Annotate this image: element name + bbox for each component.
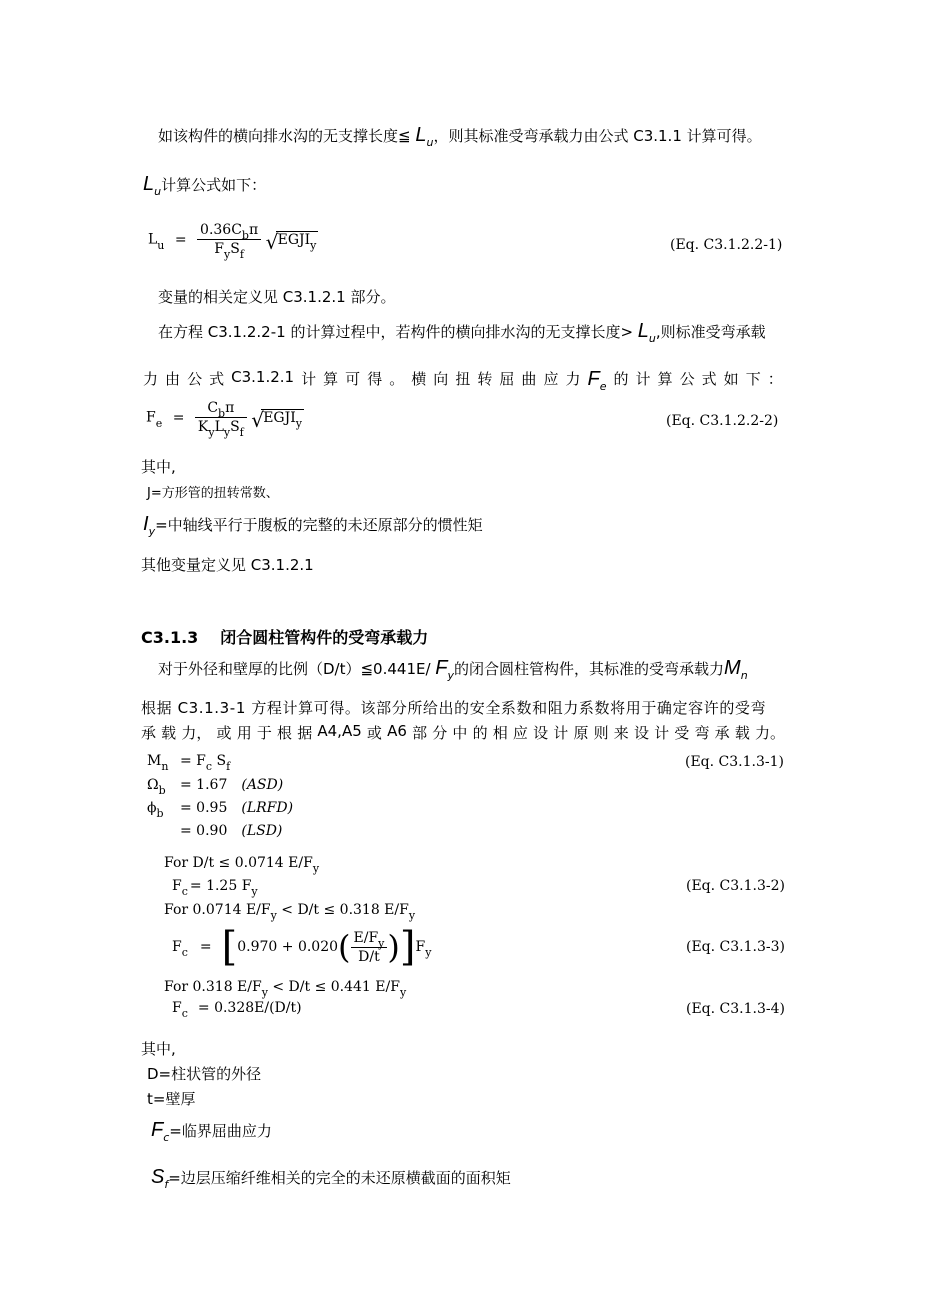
fc2-a: 0.970 + 0.020 xyxy=(237,939,339,955)
eq2-num-tail: π xyxy=(225,400,235,416)
p5-char: 算 xyxy=(657,370,673,388)
phi2-note: (LSD) xyxy=(241,823,283,839)
def-sf xyxy=(151,1166,511,1189)
mn-rhs-sub1: c xyxy=(205,760,213,773)
omega-note: (ASD) xyxy=(241,777,284,793)
p5-char: 向 xyxy=(433,370,449,388)
p5-char: 应 xyxy=(543,370,559,388)
eq-c3131-label: (Eq. C3.1.3-1) xyxy=(685,754,784,770)
p5-char: 计 xyxy=(635,370,651,388)
p8-char: 部 xyxy=(412,724,428,742)
phi-lhs-sub: b xyxy=(156,807,164,820)
right-bracket: ] xyxy=(399,924,416,970)
p5-char: 公 xyxy=(187,370,203,388)
p5-char: 如 xyxy=(723,370,739,388)
var-lu-sub: u xyxy=(648,332,656,345)
p5-char: ： xyxy=(767,370,783,388)
var-iy: I xyxy=(143,513,149,535)
right-paren: ) xyxy=(387,928,400,966)
mn-lhs: M xyxy=(147,753,162,769)
var-lu: L xyxy=(143,173,155,195)
var-fy: F xyxy=(435,657,448,679)
var-fc: F xyxy=(151,1119,164,1141)
p6-text-b: 的闭合圆柱管构件，其标准的受弯承载力 xyxy=(454,660,725,678)
p8-char: 计 xyxy=(654,724,670,742)
paragraph-6 xyxy=(158,657,748,680)
eq2-lhs: F xyxy=(146,409,156,426)
eq-phi xyxy=(147,800,294,820)
var-lu-sub: u xyxy=(426,136,434,149)
paragraph-5 xyxy=(143,368,783,391)
phi2-rhs: = 0.90 xyxy=(180,823,228,839)
cond1-text: For D/t ≤ 0.0714 E/F xyxy=(164,855,313,871)
eq1-den-sub2: f xyxy=(239,248,244,261)
eq1-lhs-sub: u xyxy=(157,238,165,252)
eq1-den-sub1: y xyxy=(224,248,231,261)
fc3-rhs: = 0.328E/(D/t) xyxy=(197,1000,302,1016)
fc2-num: E/F xyxy=(353,929,379,946)
p8-char: 受 xyxy=(674,724,690,742)
p5-char: 可 xyxy=(345,370,361,388)
eq2-fraction xyxy=(195,400,247,439)
fc3-lhs: F xyxy=(172,1000,182,1016)
eq2-den-sub3: f xyxy=(239,426,244,439)
eq-fc3 xyxy=(172,1000,302,1020)
p1-text-a: 如该构件的横向排水沟的无支撑长度≦ xyxy=(158,127,416,145)
eq2-num-sub: b xyxy=(218,407,226,420)
cond-2 xyxy=(164,902,416,922)
eq-fc1 xyxy=(172,878,258,898)
p8-char: 中 xyxy=(452,724,468,742)
p8-char: 来 xyxy=(613,724,629,742)
var-fe-sub: e xyxy=(599,380,607,393)
eq2-root-sub: y xyxy=(295,416,302,430)
eq1-den: F xyxy=(214,241,225,257)
paragraph-4 xyxy=(158,320,766,343)
var-fe xyxy=(588,368,607,391)
def-t: t=壁厚 xyxy=(147,1090,196,1108)
mn-lhs-sub: n xyxy=(161,760,169,773)
eq2-den-sub2: y xyxy=(223,426,231,439)
p8-char: 相 xyxy=(492,724,508,742)
p8-char: 用 xyxy=(236,724,252,742)
p5-char: 的 xyxy=(613,370,629,388)
eq1-root-sub: y xyxy=(310,238,317,252)
p8-char: 力。 xyxy=(754,724,785,742)
eq-omega xyxy=(147,777,284,797)
fc1-lhs-sub: c xyxy=(181,885,188,898)
def-fc-text: =临界屈曲应力 xyxy=(169,1122,272,1140)
def-sf-text: =边层压缩纤维相关的完全的未还原横截面的面积矩 xyxy=(168,1169,511,1187)
fc2-den: D/t xyxy=(358,948,380,965)
p5-char: 得 xyxy=(367,370,383,388)
left-bracket: [ xyxy=(221,924,238,970)
p5-char: 算 xyxy=(323,370,339,388)
p5-char: 力 xyxy=(143,370,159,388)
eq2-den-end: S xyxy=(230,419,240,435)
p5-char: 。 xyxy=(389,370,405,388)
mn-rhs-mid: S xyxy=(212,753,227,769)
cond1-sub: y xyxy=(312,862,320,875)
p8-char: 承 xyxy=(141,724,157,742)
fc1-rhs: = 1.25 F xyxy=(189,878,252,894)
other-defs: 其他变量定义见 C3.1.2.1 xyxy=(141,556,314,574)
fc3-lhs-sub: c xyxy=(181,1007,188,1020)
p5-char: 曲 xyxy=(521,370,537,388)
p5-char: 式 xyxy=(209,370,225,388)
phi-note: (LRFD) xyxy=(241,800,294,816)
eq1-sqrt: √ $EGJI_y$ xyxy=(265,229,317,254)
fc2-fraction xyxy=(351,930,388,965)
cond3-tail: < D/t ≤ 0.441 E/F xyxy=(267,979,400,995)
var-lu: L xyxy=(637,320,649,342)
p8-char: 计 xyxy=(553,724,569,742)
eq1-den-mid: S xyxy=(230,241,240,257)
p8-char: 力， xyxy=(181,724,212,742)
def-d: D=柱状管的外径 xyxy=(147,1065,262,1083)
var-mn: M xyxy=(724,657,741,679)
section-title: 闭合圆柱管构件的受弯承载力 xyxy=(220,628,429,647)
var-fy-sub: y xyxy=(447,669,455,682)
p8-char: A6 xyxy=(387,722,407,740)
paragraph-8 xyxy=(141,722,785,743)
var-fc-sub: c xyxy=(163,1131,170,1144)
eq2-den-sub1: y xyxy=(208,426,215,439)
equation-fe: $F_e$ = $\frac{C_b\pi}{K_yL_yS_f}$ √ $EGJI_y$ xyxy=(146,400,302,439)
eq-phi2 xyxy=(180,823,282,839)
p8-char: 根 xyxy=(277,724,293,742)
paragraph-3: 变量的相关定义见 C3.1.2.1 部分。 xyxy=(158,288,396,306)
eq1-num: 0.36C xyxy=(200,222,242,238)
eq2-num: C xyxy=(207,400,219,416)
fc2-tail: F xyxy=(415,939,426,955)
phi-lhs: ϕ xyxy=(147,800,157,816)
p8-char: 载 xyxy=(161,724,177,742)
section-heading xyxy=(141,625,428,648)
fc1-lhs: F xyxy=(172,878,182,894)
paragraph-1 xyxy=(158,124,762,147)
equation-lu: $L_u$ = $\frac{0.36C_b\pi}{F_yS_f}$ √ $EGJI_y$ xyxy=(148,222,317,261)
var-lu-sub: u xyxy=(154,185,162,198)
eq1-lhs: L xyxy=(148,231,158,248)
eq2-root: EGJI xyxy=(263,409,296,426)
cond3-sub2: y xyxy=(399,986,407,999)
eq2-label: (Eq. C3.1.2.2-2) xyxy=(666,413,779,429)
var-fe-letter: F xyxy=(587,368,600,390)
omega-lhs-sub: b xyxy=(158,784,166,797)
p8-char: 的 xyxy=(472,724,488,742)
p8-char: 应 xyxy=(512,724,528,742)
paragraph-7: 根据 C3.1.3-1 方程计算可得。该部分所给出的安全系数和阻力系数将用于确定容许的受弯 xyxy=(141,699,767,717)
mn-rhs-sub2: f xyxy=(226,760,231,773)
p5-char: 由 xyxy=(165,370,181,388)
p8-char: 或 xyxy=(216,724,232,742)
eq1-num-tail: π xyxy=(248,222,259,238)
section-number: C3.1.3 xyxy=(141,628,199,647)
var-sf: S xyxy=(151,1166,165,1188)
p8-char: 原 xyxy=(573,724,589,742)
eq-c3134-label: (Eq. C3.1.3-4) xyxy=(686,1001,785,1017)
def-fc xyxy=(151,1119,272,1142)
var-lu: L xyxy=(415,124,427,146)
def-iy-text: =中轴线平行于腹板的完整的未还原部分的惯性矩 xyxy=(155,516,483,534)
p5-char: C3.1.2.1 xyxy=(231,368,295,386)
p5-char: 公 xyxy=(679,370,695,388)
where-label-2: 其中, xyxy=(141,1040,176,1058)
p8-char: 于 xyxy=(256,724,272,742)
p8-char: 分 xyxy=(432,724,448,742)
def-j: J=方形管的扭转常数、 xyxy=(147,486,279,501)
paragraph-2 xyxy=(143,173,266,196)
p4-text-a: 在方程 C3.1.2.2-1 的计算过程中，若构件的横向排水沟的无支撑长度> xyxy=(158,323,638,341)
eq1-label: (Eq. C3.1.2.2-1) xyxy=(670,237,783,253)
cond2-text: For 0.0714 E/F xyxy=(164,902,271,918)
var-iy-sub: y xyxy=(148,525,156,538)
omega-lhs: Ω xyxy=(147,777,159,793)
cond-1 xyxy=(164,855,320,875)
left-paren: ( xyxy=(338,928,351,966)
cond2-sub2: y xyxy=(408,909,416,922)
p8-char: 载 xyxy=(734,724,750,742)
eq-mn xyxy=(147,753,231,773)
cond3-text: For 0.318 E/F xyxy=(164,979,262,995)
eq1-num-sub: b xyxy=(241,229,249,242)
eq2-den: K xyxy=(197,419,209,435)
eq1-root: EGJI xyxy=(277,231,311,248)
p5-char: 转 xyxy=(477,370,493,388)
cond2-sub: y xyxy=(270,909,277,922)
p8-char: 或 xyxy=(366,724,382,742)
omega-rhs: = 1.67 xyxy=(180,777,228,793)
fc1-rhs-sub: y xyxy=(251,885,258,898)
p8-char: 据 xyxy=(297,724,313,742)
where-label: 其中, xyxy=(141,458,176,476)
p5-char: 下 xyxy=(745,370,761,388)
p8-char: 设 xyxy=(633,724,649,742)
fc2-tail-sub: y xyxy=(425,945,432,959)
cond-3 xyxy=(164,979,407,999)
eq2-lhs-sub: e xyxy=(155,416,163,430)
p8-char: A4,A5 xyxy=(317,722,362,740)
p8-char: 弯 xyxy=(694,724,710,742)
fc2-lhs: F xyxy=(172,939,182,955)
fc2-num-sub: y xyxy=(378,936,385,950)
var-sf-sub: f xyxy=(164,1178,169,1191)
eq2-sqrt: √ $EGJI_y$ xyxy=(251,407,302,432)
var-mn-sub: n xyxy=(740,669,748,682)
p5-char: 力 xyxy=(565,370,581,388)
p2-text: 计算公式如下： xyxy=(161,176,267,194)
def-iy xyxy=(143,513,483,536)
p5-char: 屈 xyxy=(499,370,515,388)
eq1-fraction xyxy=(197,222,261,261)
fc2-lhs-sub: c xyxy=(181,945,188,959)
eq2-den-mid: L xyxy=(214,419,224,435)
eq-fc2: F c = [ 0.970 + 0.020 ( $\frac{E/F_y}{D/t}$ ) ] F y xyxy=(172,924,432,970)
cond2-tail: < D/t ≤ 0.318 E/F xyxy=(276,902,409,918)
p8-char: 承 xyxy=(714,724,730,742)
p5-char: 扭 xyxy=(455,370,471,388)
phi-rhs: = 0.95 xyxy=(180,800,228,816)
mn-rhs: = F xyxy=(180,753,206,769)
cond3-sub: y xyxy=(261,986,268,999)
p5-char: 横 xyxy=(411,370,427,388)
p6-text-a: 对于外径和壁厚的比例（D/t）≦0.441E/ xyxy=(158,660,436,678)
p8-char: 则 xyxy=(593,724,609,742)
eq-c3132-label: (Eq. C3.1.3-2) xyxy=(686,878,785,894)
p5-char: 式 xyxy=(701,370,717,388)
p5-char: 计 xyxy=(301,370,317,388)
p8-char: 设 xyxy=(533,724,549,742)
eq-c3133-label: (Eq. C3.1.3-3) xyxy=(686,939,785,955)
p4-text-b: ,则标准受弯承载 xyxy=(655,323,766,341)
p1-text-b: ，则其标准受弯承载力由公式 C3.1.1 计算可得。 xyxy=(433,127,762,145)
